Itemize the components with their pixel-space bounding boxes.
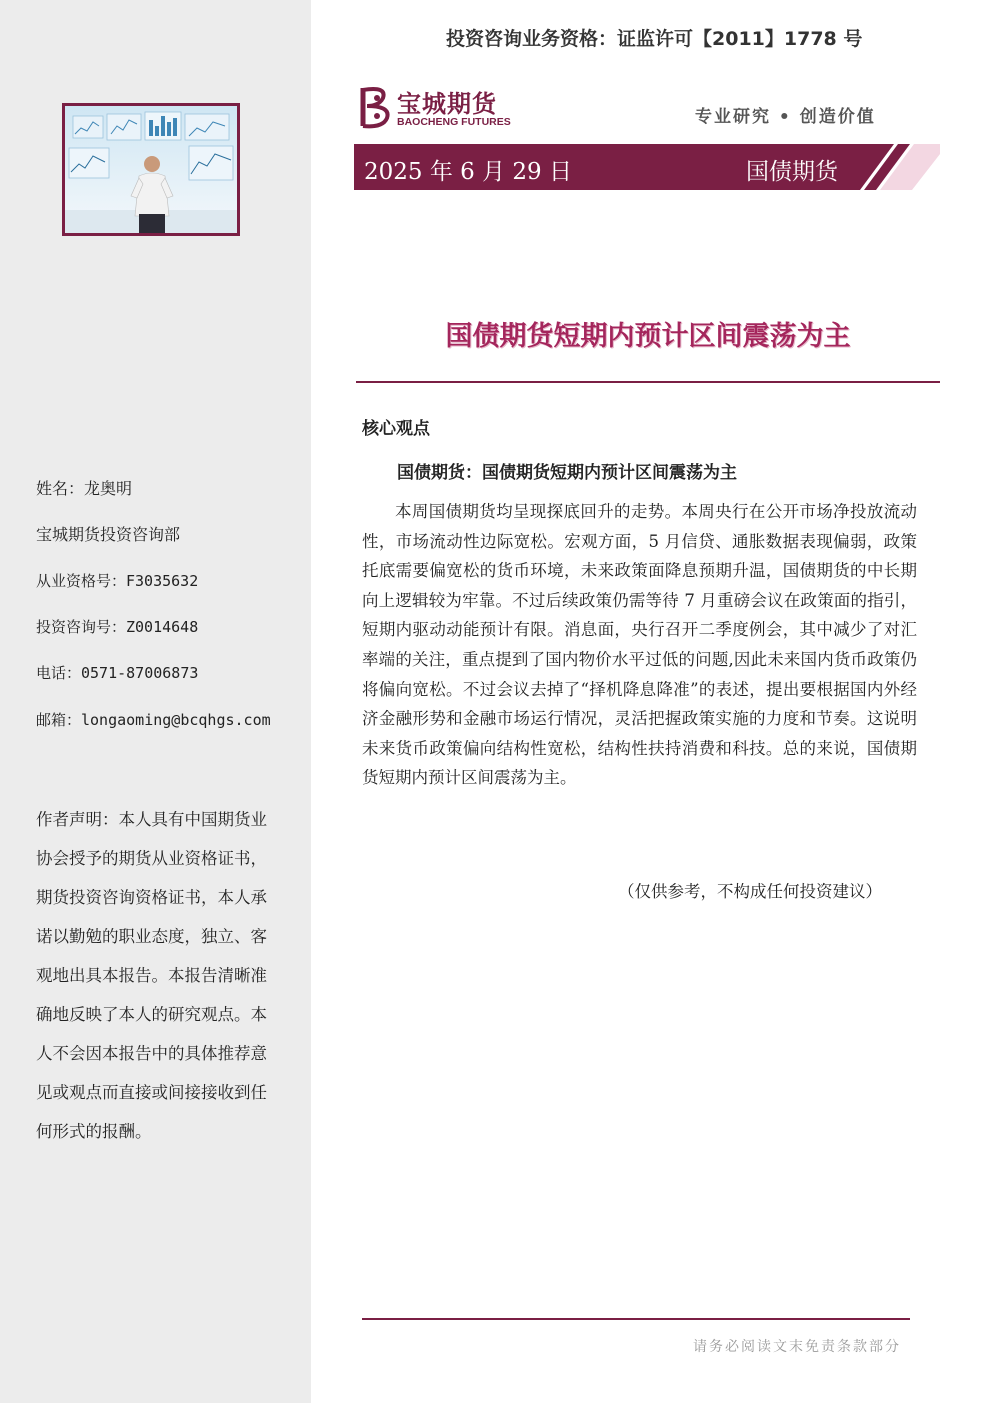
core-view-heading: 核心观点 <box>362 419 430 439</box>
company-logo <box>357 84 527 132</box>
report-title: 国债期货短期内预计区间震荡为主 <box>445 321 851 352</box>
logo-chinese-name: 宝城期货 <box>397 90 497 118</box>
footer-divider <box>362 1318 910 1320</box>
slogan: 专业研究 • 创造价值 <box>695 107 876 127</box>
core-view-subheading: 国债期货：国债期货短期内预计区间震荡为主 <box>397 463 737 483</box>
report-category: 国债期货 <box>746 159 838 185</box>
baocheng-logo-icon <box>357 84 395 130</box>
report-date: 2025 年 6 月 29 日 <box>364 159 572 185</box>
title-divider <box>356 381 940 383</box>
author-name: 姓名：龙奥明 <box>36 479 133 498</box>
author-department: 宝城期货投资咨询部 <box>36 525 181 544</box>
license-statement: 投资咨询业务资格：证监许可【2011】1778 号 <box>446 28 863 50</box>
core-view-body: 本周国债期货均呈现探底回升的走势。本周央行在公开市场净投放流动性，市场流动性边际宽松。宏观方面，5 月信贷、通胀数据表现偏弱，政策托底需要偏宽松的货币环境，未来政策面降息预期升温，国债期货的中长期向上逻辑较为牢靠。不过后续政策仍需等待 7 月重磅会议在政策面的指引，短期内驱动动能预计有限。消息面，央行召开二季度例会，其中减少了对汇率端的关注，重点提到了国内物价水平过低的问题,因此未来国内货币政策仍将偏向宽松。不过会议去掉了“择机降息降准”的表述，提出要根据国内外经济金融形势和金融市场运行情况，灵活把握政策实施的力度和节奏。这说明未来货币政策偏向结构性宽松，结构性扶持消费和科技。总的来说，国债期货短期内预计区间震荡为主。 <box>362 502 917 788</box>
investment-disclaimer-note: （仅供参考，不构成任何投资建议） <box>618 882 882 901</box>
analyst-viewing-charts-image <box>62 103 240 236</box>
author-qualification-number: 从业资格号：F3035632 <box>36 572 199 590</box>
author-phone: 电话：0571-87006873 <box>36 664 199 682</box>
date-banner <box>354 144 940 190</box>
author-disclaimer: 作者声明：本人具有中国期货业协会授予的期货从业资格证书，期货投资咨询资格证书，本人承诺以勤勉的职业态度，独立、客观地出具本报告。本报告清晰准确地反映了本人的研究观点。本人不会因本报告中的具体推荐意见或观点而直接或间接接收到任何形式的报酬。 <box>36 810 267 1141</box>
logo-english-name: BAOCHENG FUTURES <box>397 116 511 128</box>
author-consulting-number: 投资咨询号：Z0014648 <box>36 618 199 636</box>
author-email: 邮箱：longaoming@bcqhgs.com <box>36 711 271 729</box>
sidebar <box>0 0 311 1403</box>
footer-notice: 请务必阅读文末免责条款部分 <box>693 1339 901 1355</box>
